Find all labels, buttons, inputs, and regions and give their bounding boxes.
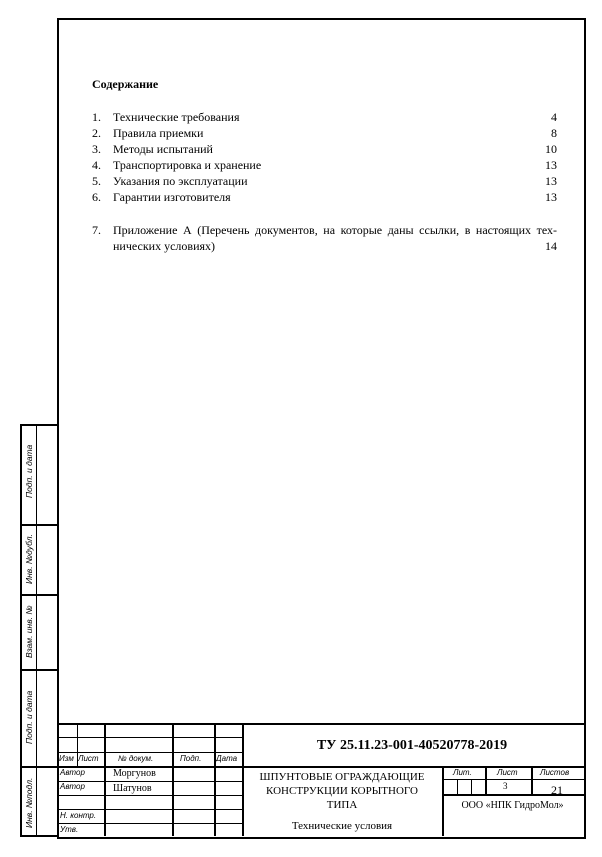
stamp-sheet-label: Лист xyxy=(497,768,518,777)
toc-item-text: Приложение А (Перечень документов, на которые даны ссылки, в настоящих тех- xyxy=(113,223,557,237)
toc-item-page: 10 xyxy=(545,142,557,156)
toc-item-page: 13 xyxy=(545,158,557,172)
toc-item-text-continued: нических условиях) xyxy=(113,239,215,253)
toc-item-page: 8 xyxy=(551,126,557,140)
toc-item-text: Транспортировка и хранение xyxy=(113,158,262,172)
toc-item-text: Гарантии изготовителя xyxy=(113,190,231,204)
stamp-header-list: Лист xyxy=(78,754,99,763)
sidebar-label-replace-inv: Взам. инв. № xyxy=(24,605,34,658)
toc-item-page: 4 xyxy=(551,110,557,124)
left-sidebar-stamp xyxy=(20,424,57,837)
sidebar-label-dup-inv: Инв. №дубл. xyxy=(24,534,34,584)
toc-item-text: Методы испытаний xyxy=(113,142,213,156)
toc-item-number: 7. xyxy=(92,223,101,237)
stamp-sheets-label: Листов xyxy=(540,768,570,777)
toc-item-page: 13 xyxy=(545,174,557,188)
document-subtitle: Технические условия xyxy=(291,820,393,832)
toc-item-number: 1. xyxy=(92,110,101,124)
toc-item-number: 3. xyxy=(92,142,101,156)
stamp-sheet-value: 3 xyxy=(503,781,508,791)
document-title-line: КОНСТРУКЦИИ КОРЫТНОГО xyxy=(266,785,418,797)
sidebar-label-sign-date-2: Подп. и дата xyxy=(24,690,34,744)
document-title-line: ШПУНТОВЫЕ ОГРАЖДАЮЩИЕ xyxy=(259,771,425,783)
stamp-role: Утв. xyxy=(60,825,79,834)
document-title-line: ТИПА xyxy=(326,799,358,811)
stamp-person-name: Шатунов xyxy=(113,783,152,794)
toc-item-number: 2. xyxy=(92,126,101,140)
stamp-header-docnum: № докум. xyxy=(118,754,154,763)
stamp-sheets-value: 21 xyxy=(551,783,563,797)
toc-item-page: 14 xyxy=(545,239,557,253)
toc-title: Содержание xyxy=(92,77,159,91)
document-title xyxy=(242,770,442,812)
toc-item-number: 5. xyxy=(92,174,101,188)
stamp-header-date: Дата xyxy=(216,754,238,763)
toc-item-number: 4. xyxy=(92,158,101,172)
sidebar-label-sign-date: Подп. и дата xyxy=(24,444,34,498)
document-code: ТУ 25.11.23-001-40520778-2019 xyxy=(316,738,508,753)
stamp-role: Автор xyxy=(60,782,85,791)
stamp-role: Автор xyxy=(60,768,85,777)
toc-item-text: Правила приемки xyxy=(113,126,204,140)
organization-name: ООО «НПК ГидроМол» xyxy=(461,800,564,811)
stamp-header-sign: Подп. xyxy=(180,754,202,763)
toc-item-page: 13 xyxy=(545,190,557,204)
stamp-person-name: Моргунов xyxy=(113,768,156,779)
stamp-header-izm: Изм xyxy=(59,754,74,763)
toc-item-text: Указания по эксплуатации xyxy=(113,174,248,188)
toc-item xyxy=(92,222,557,256)
stamp-lit-label: Лит. xyxy=(453,768,472,777)
toc-item-text: Технические требования xyxy=(113,110,240,124)
sidebar-label-orig-inv: Инв. №подл. xyxy=(24,777,34,828)
stamp-role: Н. контр. xyxy=(60,811,97,820)
toc-item-number: 6. xyxy=(92,190,101,204)
